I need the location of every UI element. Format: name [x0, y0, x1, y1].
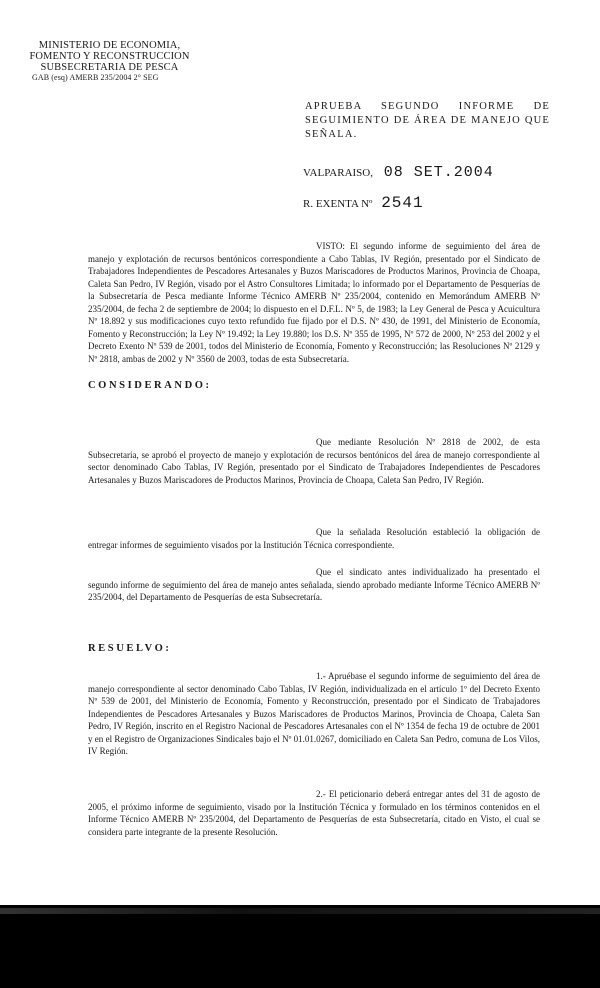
resolution-label: R. EXENTA Nº — [303, 198, 373, 210]
letterhead-line-2: FOMENTO Y RECONSTRUCCION — [29, 51, 190, 62]
scan-artifact — [0, 908, 600, 914]
resuelvo-paragraph-2: 2.- El peticionario deberá entregar antes del 31 de agosto de 2005, el próximo informe de seguimiento, visado por la Institución Técnica y formulado en los términos contenidos en el Informe Técnico AMERB Nº 235/2004, del Departamento de Pesquerías de esta Subsecretaría, citado en Visto, el cual se considera parte integrante de la presente Resolución. — [88, 789, 540, 837]
considerando-title: CONSIDERANDO: — [88, 380, 212, 391]
considerando-paragraph-1: Que mediante Resolución Nº 2818 de 2002, de esta Subsecretaría, se aprobó el proyecto de manejo y explotación de recursos bentónicos del área de manejo correspondiente al sector denominado Cabo Tablas, IV Región, presentado por el Sindicato de Trabajadores Independientes de Pescadores Artesanales y Buzos Mariscadores de Productos Marinos, Provincia de Choapa, Caleta San Pedro, IV Región. — [88, 437, 540, 485]
considerando-paragraph-2: Que la señalada Resolución estableció la obligación de entregar informes de seguimiento visados por la Institución Técnica correspondiente. — [88, 527, 540, 550]
letterhead — [22, 40, 197, 82]
subject-text: APRUEBA SEGUNDO INFORME DE SEGUIMIENTO DE ÁREA DE MANEJO QUE SEÑALA. — [305, 101, 550, 140]
scan-border — [0, 905, 600, 988]
reference-code: GAB (esq) AMERB 235/2004 2° SEG — [32, 73, 159, 82]
resolution-number — [303, 194, 424, 212]
place-date — [303, 164, 494, 181]
letterhead-line-1: MINISTERIO DE ECONOMIA, — [38, 40, 181, 51]
letterhead-line-3: SUBSECRETARIA DE PESCA — [40, 62, 179, 73]
considerando-paragraph-3: Que el sindicato antes individualizado ha presentado el segundo informe de seguimiento del área de manejo antes señalada, siendo aprobado mediante Informe Técnico AMERB Nº 235/2004, del Departamento de Pesquerías de esta Subsecretaría. — [88, 567, 540, 602]
date-stamp: 08 SET.2004 — [383, 164, 494, 181]
resuelvo-title: RESUELVO: — [88, 643, 172, 654]
resolution-number-value: 2541 — [381, 194, 424, 212]
visto-paragraph: VISTO: El segundo informe de seguimiento del área de manejo y explotación de recursos bentónicos correspondiente a Cabo Tablas, IV Región, presentado por el Sindicato de Trabajadores Independientes de Pescadores Artesanales y Buzos Mariscadores de Productos Marinos, Provincia de Choapa, Caleta San Pedro, IV Región, visado por el Astro Consultores Limitada; lo informado por el Departamento de Pesquerías de la Subsecretaría de Pesca mediante Informe Técnico AMERB Nº 235/2004, contenido en Memorándum AMERB Nº 235/2004, de fecha 2 de septiembre de 2004; lo dispuesto en el D.F.L. Nº 5, de 1983; la Ley General de Pesca y Acuicultura Nº 18.892 y sus modificaciones cuyo texto refundido fue fijado por el D.S. Nº 430, de 1991, del Ministerio de Economía, Fomento y Reconstrucción; la Ley Nº 19.492; la Ley 19.880; los D.S. Nº 355 de 1995, Nº 572 de 2000, Nº 253 del 2002 y el Decreto Exento Nº 539 de 2001, todos del Ministerio de Economía, Fomento y Reconstrucción; las Resoluciones Nº 2129 y Nº 2818, ambas de 2002 y Nº 3560 de 2003, todas de esta Subsecretaría. — [88, 241, 540, 364]
resuelvo-paragraph-1: 1.- Apruébase el segundo informe de seguimiento del área de manejo correspondiente al sector denominado Cabo Tablas, IV Región, individualizada en el artículo 1º del Decreto Exento Nº 539 de 2001, del Ministerio de Economía, Fomento y Reconstrucción, presentado por el Sindicato de Trabajadores Independientes de Pescadores Artesanales y Buzos Mariscadores de Productos Marinos, Provincia de Choapa, Caleta San Pedro, IV Región, inscrito en el Registro Nacional de Pescadores Artesanales con el Nº 1354 de fecha 19 de octubre de 2001 y en el Registro de Organizaciones Sindicales bajo el Nº 01.01.0267, domiciliado en Caleta San Pedro, comuna de Los Vilos, IV Región. — [88, 671, 540, 756]
place-label: VALPARAISO, — [303, 167, 373, 179]
